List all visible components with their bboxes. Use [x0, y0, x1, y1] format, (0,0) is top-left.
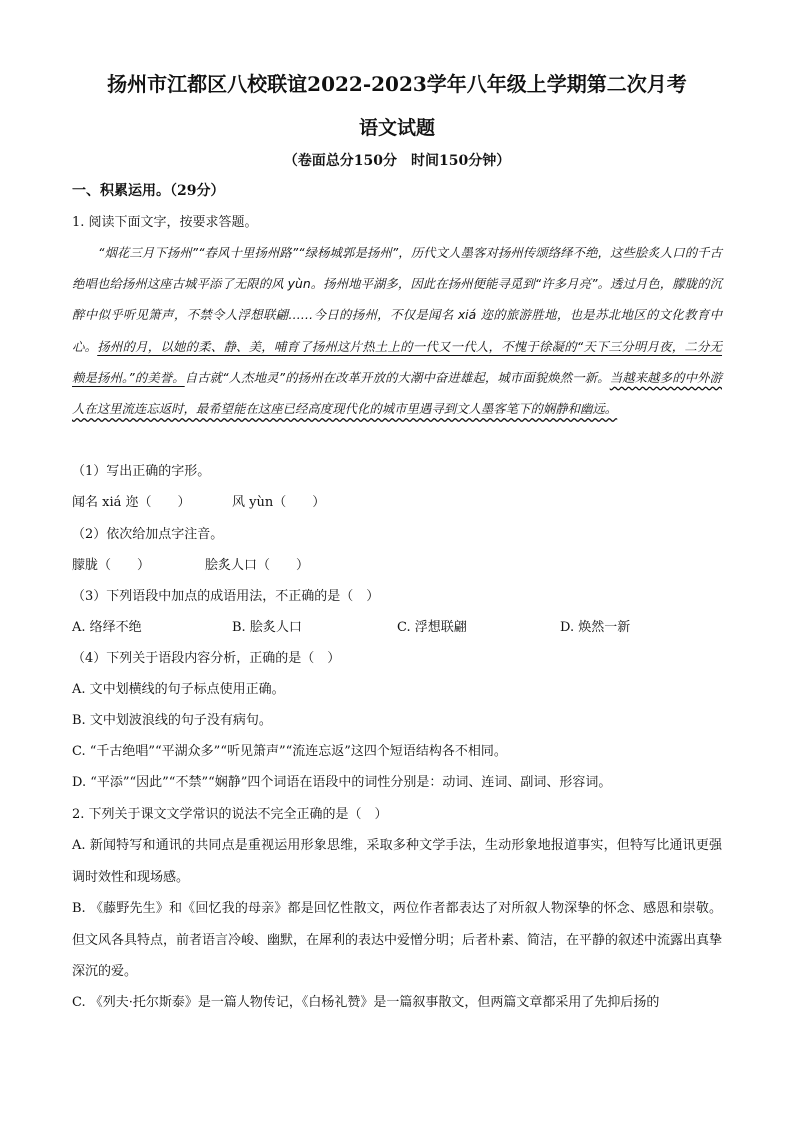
question-2-option-a: A. 新闻特写和通讯的共同点是重视运用形象思维，采取多种文学手法，生动形象地报道事实，但特写比通讯更强调时效性和现场感。	[72, 838, 722, 885]
sub-question-2-blank-a: 朦胧（ ）	[72, 558, 151, 573]
exam-meta: （卷面总分150分 时间150分钟）	[283, 153, 511, 169]
sub-question-4-option-b: B. 文中划波浪线的句子没有病句。	[72, 713, 272, 728]
sub-question-4-option-d: D. “平添”“因此”“不禁”“娴静”四个词语在语段中的词性分别是：动词、连词、副词、形容词。	[72, 775, 612, 790]
sub-question-2: （2）依次给加点字注音。	[72, 527, 224, 542]
sub-question-3-option-d: D. 焕然一新	[560, 620, 631, 635]
question-2-option-c: C. 《列夫·托尔斯泰》是一篇人物传记，《白杨礼赞》是一篇叙事散文，但两篇文章都采用了先抑后扬的	[72, 995, 660, 1010]
passage-part-c: 自古就“人杰地灵”的扬州在改革开放的大潮中奋进雄起，城市面貌焕然一新。	[184, 369, 610, 385]
exam-subtitle: 语文试题	[358, 117, 435, 139]
sub-question-1: （1）写出正确的字形。	[72, 464, 211, 479]
section-heading: 一、积累运用。（29分）	[72, 183, 225, 199]
sub-question-3-option-c: C. 浮想联翩	[397, 620, 467, 635]
sub-question-3-option-a: A. 络绎不绝	[72, 620, 142, 635]
sub-question-4-option-c: C. “千古绝唱”“平湖众多”“听见箫声”“流连忘返”这四个短语结构各不相同。	[72, 744, 507, 759]
question-1-stem: 1. 阅读下面文字，按要求答题。	[72, 215, 258, 230]
sub-question-3-option-b: B. 脍炙人口	[232, 620, 302, 635]
passage-underlined-sentence: 扬州的月，以她的柔、静、美，哺育了扬州这片热土上的一代又一代人，不愧于徐凝的“天下三分明月夜，二分无赖是扬州。”的美誉。	[72, 338, 723, 385]
sub-question-3: （3）下列语段中加点的成语用法，不正确的是（ ）	[72, 589, 380, 604]
passage-part-a: “烟花三月下扬州”“春风十里扬州路”“绿杨城郭是扬州”，历代文人墨客对扬州传颂络绎不绝，这些脍炙人口的千古绝唱也给扬州这座古城平添了无限的风 yùn。扬州地平湖多，因此在扬州便能寻觅到“许多月亮”。透过月色，朦胧的沉醉中似乎听见箫声，不禁令人浮想联翩……今日的扬州，不仅是闻名 xiá 迩的旅游胜地，也是苏北地区的文化教育中心。	[72, 245, 722, 354]
exam-title: 扬州市江都区八校联谊2022-2023学年八年级上学期第二次月考	[107, 72, 687, 96]
question-1-passage	[72, 237, 722, 424]
sub-question-4: （4）下列关于语段内容分析，正确的是（ ）	[72, 651, 341, 666]
sub-question-1-blank-b: 风 yùn（ ）	[232, 495, 326, 510]
passage-wavy-sentence: 当越来越多的中外游人在这里流连忘返时，最希望能在这座已经高度现代化的城市里遇寻到文人墨客笔下的娴静和幽远。	[72, 369, 722, 417]
sub-question-4-option-a: A. 文中划横线的句子标点使用正确。	[72, 682, 285, 697]
question-2-option-b: B. 《藤野先生》和《回忆我的母亲》都是回忆性散文，两位作者都表达了对所叙人物深挚的怀念、感恩和崇敬。但文风各具特点，前者语言冷峻、幽默，在犀利的表达中爱憎分明；后者朴素、简洁，在平静的叙述中流露出真挚深沉的爱。	[72, 901, 723, 979]
question-2-stem: 2. 下列关于课文文学常识的说法不完全正确的是（ ）	[72, 807, 388, 822]
sub-question-2-blank-b: 脍炙人口（ ）	[205, 558, 310, 573]
sub-question-1-blank-a: 闻名 xiá 迩（ ）	[72, 495, 191, 510]
